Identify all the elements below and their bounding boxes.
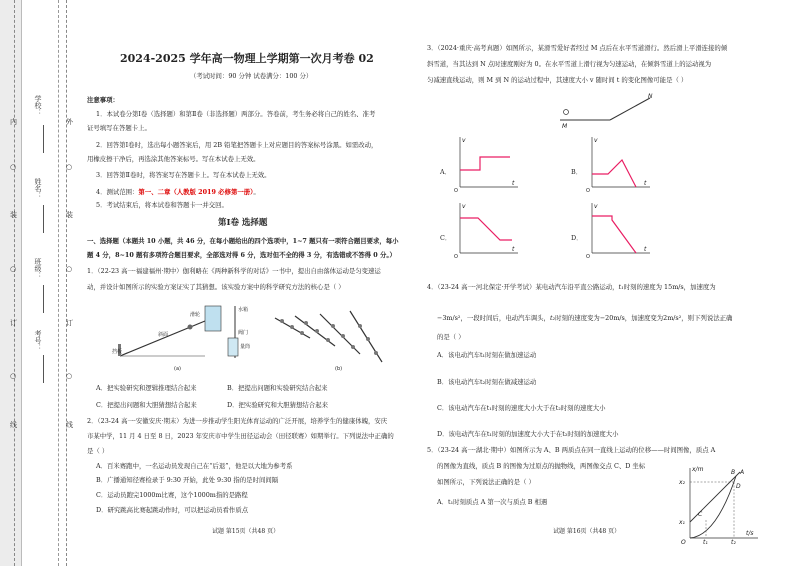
axis-t: t [512, 246, 515, 253]
q4-t2: t₂ [549, 314, 556, 322]
q4-t1: t₁ [618, 283, 624, 291]
label-a: (a) [174, 366, 181, 372]
origin-label: O [681, 539, 686, 544]
note-line: 3．回答第Ⅱ卷时，将答案写在答题卡上。写在本试卷上无效。 [96, 171, 271, 179]
q5-stem: 如图所示，下列说法正确的是（ ） [437, 478, 535, 486]
exam-meta: （考试时间：90 分钟 试卷满分：100 分） [190, 72, 313, 80]
curve-b [690, 476, 736, 538]
axis-o: O [454, 254, 458, 258]
label-valve: 滑轮 [190, 312, 201, 318]
label-n: N [648, 93, 653, 100]
notes-heading: 注意事项： [87, 96, 119, 104]
q4-stem-part: 时刻的速度变为−20m/s，加速度变为2m/s²，则下列说法正确 [555, 314, 733, 322]
q4-stem-part: −3m/s²，一段时间后，电动汽车调头， [437, 314, 550, 322]
q5-graph [676, 462, 762, 544]
axis-v: v [462, 137, 466, 144]
binding-strip [0, 0, 22, 566]
q3-label-a[interactable]: A． [440, 168, 452, 176]
inner-word: ○ [10, 265, 17, 273]
q3-graph-c[interactable] [450, 198, 520, 258]
water-tank [205, 306, 221, 331]
q2-stem: 2．（23-24 高一·安徽安庆·期末）为进一步推动学生阳光体育运动的广泛开展，培养学生的健康体魄，安庆 [87, 417, 388, 425]
cut-line-inner [66, 0, 67, 566]
outer-word: ○ [66, 372, 73, 380]
q4-stem [427, 283, 716, 291]
q4-option-d[interactable]: D．该电动汽车在t₁时刻的加速度大小大于在t₂时刻的加速度大小 [437, 430, 619, 438]
figure-b [275, 311, 382, 372]
ball [188, 325, 193, 330]
scope-end: 。 [253, 188, 260, 196]
q4-stem-part: 4．（23-24 高一·河北保定·开学考试）某电动汽车沿平直公路运动， [427, 283, 619, 291]
scope-label: 4．测试范围： [96, 188, 139, 196]
q1-option-a[interactable]: A．把实验研究和逻辑推理结合起来 [96, 384, 197, 392]
t1-label: t₁ [703, 539, 708, 544]
q2-stem: 市某中学，11 月 4 日至 8 日，2023 年安庆市中学生田径运动会（田径联赛）如期举行。下列说法中正确的 [87, 432, 394, 440]
d-label: D [736, 483, 741, 490]
q2-option-d[interactable]: D．研究跳高比赛起跳动作时，可以把运动员看作质点 [96, 506, 249, 514]
note-line: 用橡皮擦干净后，再选涂其他答案标号。写在本试卷上无效。 [87, 155, 260, 163]
q3-graph-d[interactable] [582, 198, 652, 258]
q5-option-a[interactable]: A．t₁时刻质点 A 第一次与质点 B 相遇 [437, 498, 548, 506]
x1-label: x₁ [679, 519, 685, 526]
page-title: 2024-2025 学年高一物理上学期第一次月考卷 02 [120, 52, 374, 65]
q2-option-a[interactable]: A．百米赛跑中，一名运动员发现自己在“后退”，他是以大地为参考系 [96, 462, 293, 470]
q3-label-b[interactable]: B． [571, 168, 583, 176]
exam-no-blank[interactable] [43, 355, 44, 383]
section-intro: 一、选择题（本题共 10 小题，共 46 分，在每小题给出的四个选项中，1~7 题只有一项符合题目要求，每小 [87, 237, 399, 245]
label-m: M [562, 123, 568, 130]
q4-stem: 的是（ ） [437, 333, 465, 341]
section-title: 第Ⅰ卷 选择题 [218, 218, 268, 228]
measuring-cup [228, 338, 238, 356]
exam-no-label: 考号： [34, 330, 42, 351]
footer-left: 试题 第15页（共48 页） [212, 528, 280, 535]
inner-word: 订 [10, 319, 17, 327]
inner-word: 装 [10, 211, 17, 219]
class-blank[interactable] [43, 285, 44, 313]
inner-word: 线 [10, 421, 17, 429]
inner-word: ○ [10, 372, 17, 380]
q3-label-d[interactable]: D． [571, 234, 583, 242]
axis-o: O [586, 254, 590, 258]
label-tank: 水箱 [238, 307, 249, 313]
q3-stem: 斜雪道，当其达到 N 点时速度刚好为 0。在水平雪道上滑行视为匀速运动，在倾斜雪道上的运动视为 [427, 60, 712, 68]
b-label: B [731, 469, 736, 476]
axis-v: v [594, 203, 598, 210]
note-line: 2．回答第Ⅰ卷时，选出每小题答案后，用 2B 铅笔把答题卡上对应题目的答案标号涂黑。如需改动， [96, 141, 378, 149]
q4-option-a[interactable]: A．该电动汽车t₁时刻在做加速运动 [437, 351, 537, 359]
outer-word: ○ [66, 163, 73, 171]
outer-word: 外 [66, 118, 73, 126]
q3-label-c[interactable]: C． [440, 234, 452, 242]
note-line: 1．本试卷分第Ⅰ卷（选择题）和第Ⅱ卷（非选择题）两部分。答卷前，考生务必将自己的姓名、准考 [96, 110, 376, 118]
name-label: 姓名： [34, 178, 42, 199]
t2-label: t₂ [731, 539, 736, 544]
binding-margin [21, 0, 59, 566]
axis-v: v [594, 137, 598, 144]
school-label: 学校： [34, 95, 42, 116]
axis-t: t [644, 246, 647, 253]
inner-word: ○ [10, 163, 17, 171]
q3-slope-figure [550, 90, 660, 130]
class-label: 班级： [34, 258, 42, 279]
q4-stem-part: 时刻的速度为 15m/s，加速度为 [623, 283, 716, 291]
label-b: (b) [335, 366, 343, 372]
outer-word: 线 [66, 421, 73, 429]
q1-option-d[interactable]: D．把实验研究和大胆猜想结合起来 [227, 401, 328, 409]
label-stopper: 挡板 [112, 349, 123, 355]
q1-stem: 动，并设计如图所示的实验方案证实了其猜想。该实验方案中的科学研究方法的核心是（ ） [87, 283, 345, 291]
label-cup: 量筒 [240, 344, 251, 350]
q2-option-c[interactable]: C．运动员跑完1000m比赛，这个1000m指的是路程 [96, 491, 248, 499]
q3-graph-a[interactable] [450, 132, 520, 192]
outer-word: 订 [66, 319, 73, 327]
inner-word: 内 [10, 118, 17, 126]
name-blank[interactable] [43, 205, 44, 233]
q5-stem: 5．（23-24 高一·湖北·期中）如图所示为 A、B 两质点在同一直线上运动的位移——时间图像，质点 A [427, 446, 716, 454]
a-label: A [740, 469, 745, 476]
q3-stem: 3．（2024·重庆·高考真题）如图所示，某滑雪爱好者经过 M 点后在水平雪道滑行。然后滑上平滑连接的倾 [427, 44, 728, 52]
q1-figure [110, 296, 410, 374]
c-label: C [698, 511, 703, 518]
q4-stem [437, 314, 732, 322]
outer-word: ○ [66, 265, 73, 273]
q5-stem: 的图像为直线，质点 B 的图像为过原点的抛物线，两图像交点 C、D 坐标 [437, 462, 646, 470]
x-axis-label: x/m [692, 466, 704, 473]
section-intro: 题 4 分，8~10 题有多项符合题目要求，全部选对得 6 分，选对但不全的得 3 分，有选错或不答得 0 分。） [87, 251, 396, 259]
q3-graph-b[interactable] [582, 132, 652, 192]
figure-a [112, 306, 250, 372]
label-slope: 斜面 [158, 332, 169, 338]
q4-option-b[interactable]: B．该电动汽车t₂时刻在做减速运动 [437, 378, 537, 386]
x2-label: x₂ [679, 479, 685, 486]
note-line: 证号填写在答题卡上。 [87, 124, 151, 132]
note-line-scope [96, 188, 260, 196]
q2-stem: 是（ ） [87, 447, 109, 455]
skier [564, 110, 569, 115]
q2-option-b[interactable]: B．广播通知径赛检录于 9:30 开始，此处 9:30 指的是时间间隔 [96, 476, 279, 484]
axis-t: t [644, 180, 647, 187]
q1-stem: 1．（22-23 高一·福建福州·期中）伽利略在《两种新科学的对话》一书中，提出自由落体运动是匀变速运 [87, 267, 381, 275]
axis-t: t [512, 180, 515, 187]
axis-v: v [462, 203, 466, 210]
cut-line-outer [14, 0, 15, 566]
outer-word: 装 [66, 211, 73, 219]
t-axis-label: t/s [746, 530, 754, 537]
q4-option-c[interactable]: C．该电动汽车在t₁时刻的速度大小大于在t₂时刻的速度大小 [437, 404, 606, 412]
q1-option-c[interactable]: C．把提出问题和大胆猜想结合起来 [96, 401, 197, 409]
scope-range: 第一、二章（人教版 2019 必修第一册） [138, 188, 254, 196]
axis-o: O [586, 188, 590, 192]
label-pipe: 阀门 [238, 330, 249, 336]
q1-option-b[interactable]: B．把提出问题和实验研究结合起来 [227, 384, 328, 392]
school-blank[interactable] [43, 125, 44, 153]
q3-stem: 匀减速直线运动，则 M 到 N 的运动过程中，其速度大小 v 随时间 t 的变化图像可能是（ ） [427, 76, 688, 84]
note-line: 5．考试结束后，将本试卷和答题卡一并交回。 [96, 201, 228, 209]
axis-o: O [454, 188, 458, 192]
footer-right: 试题 第16页（共48 页） [553, 528, 621, 535]
